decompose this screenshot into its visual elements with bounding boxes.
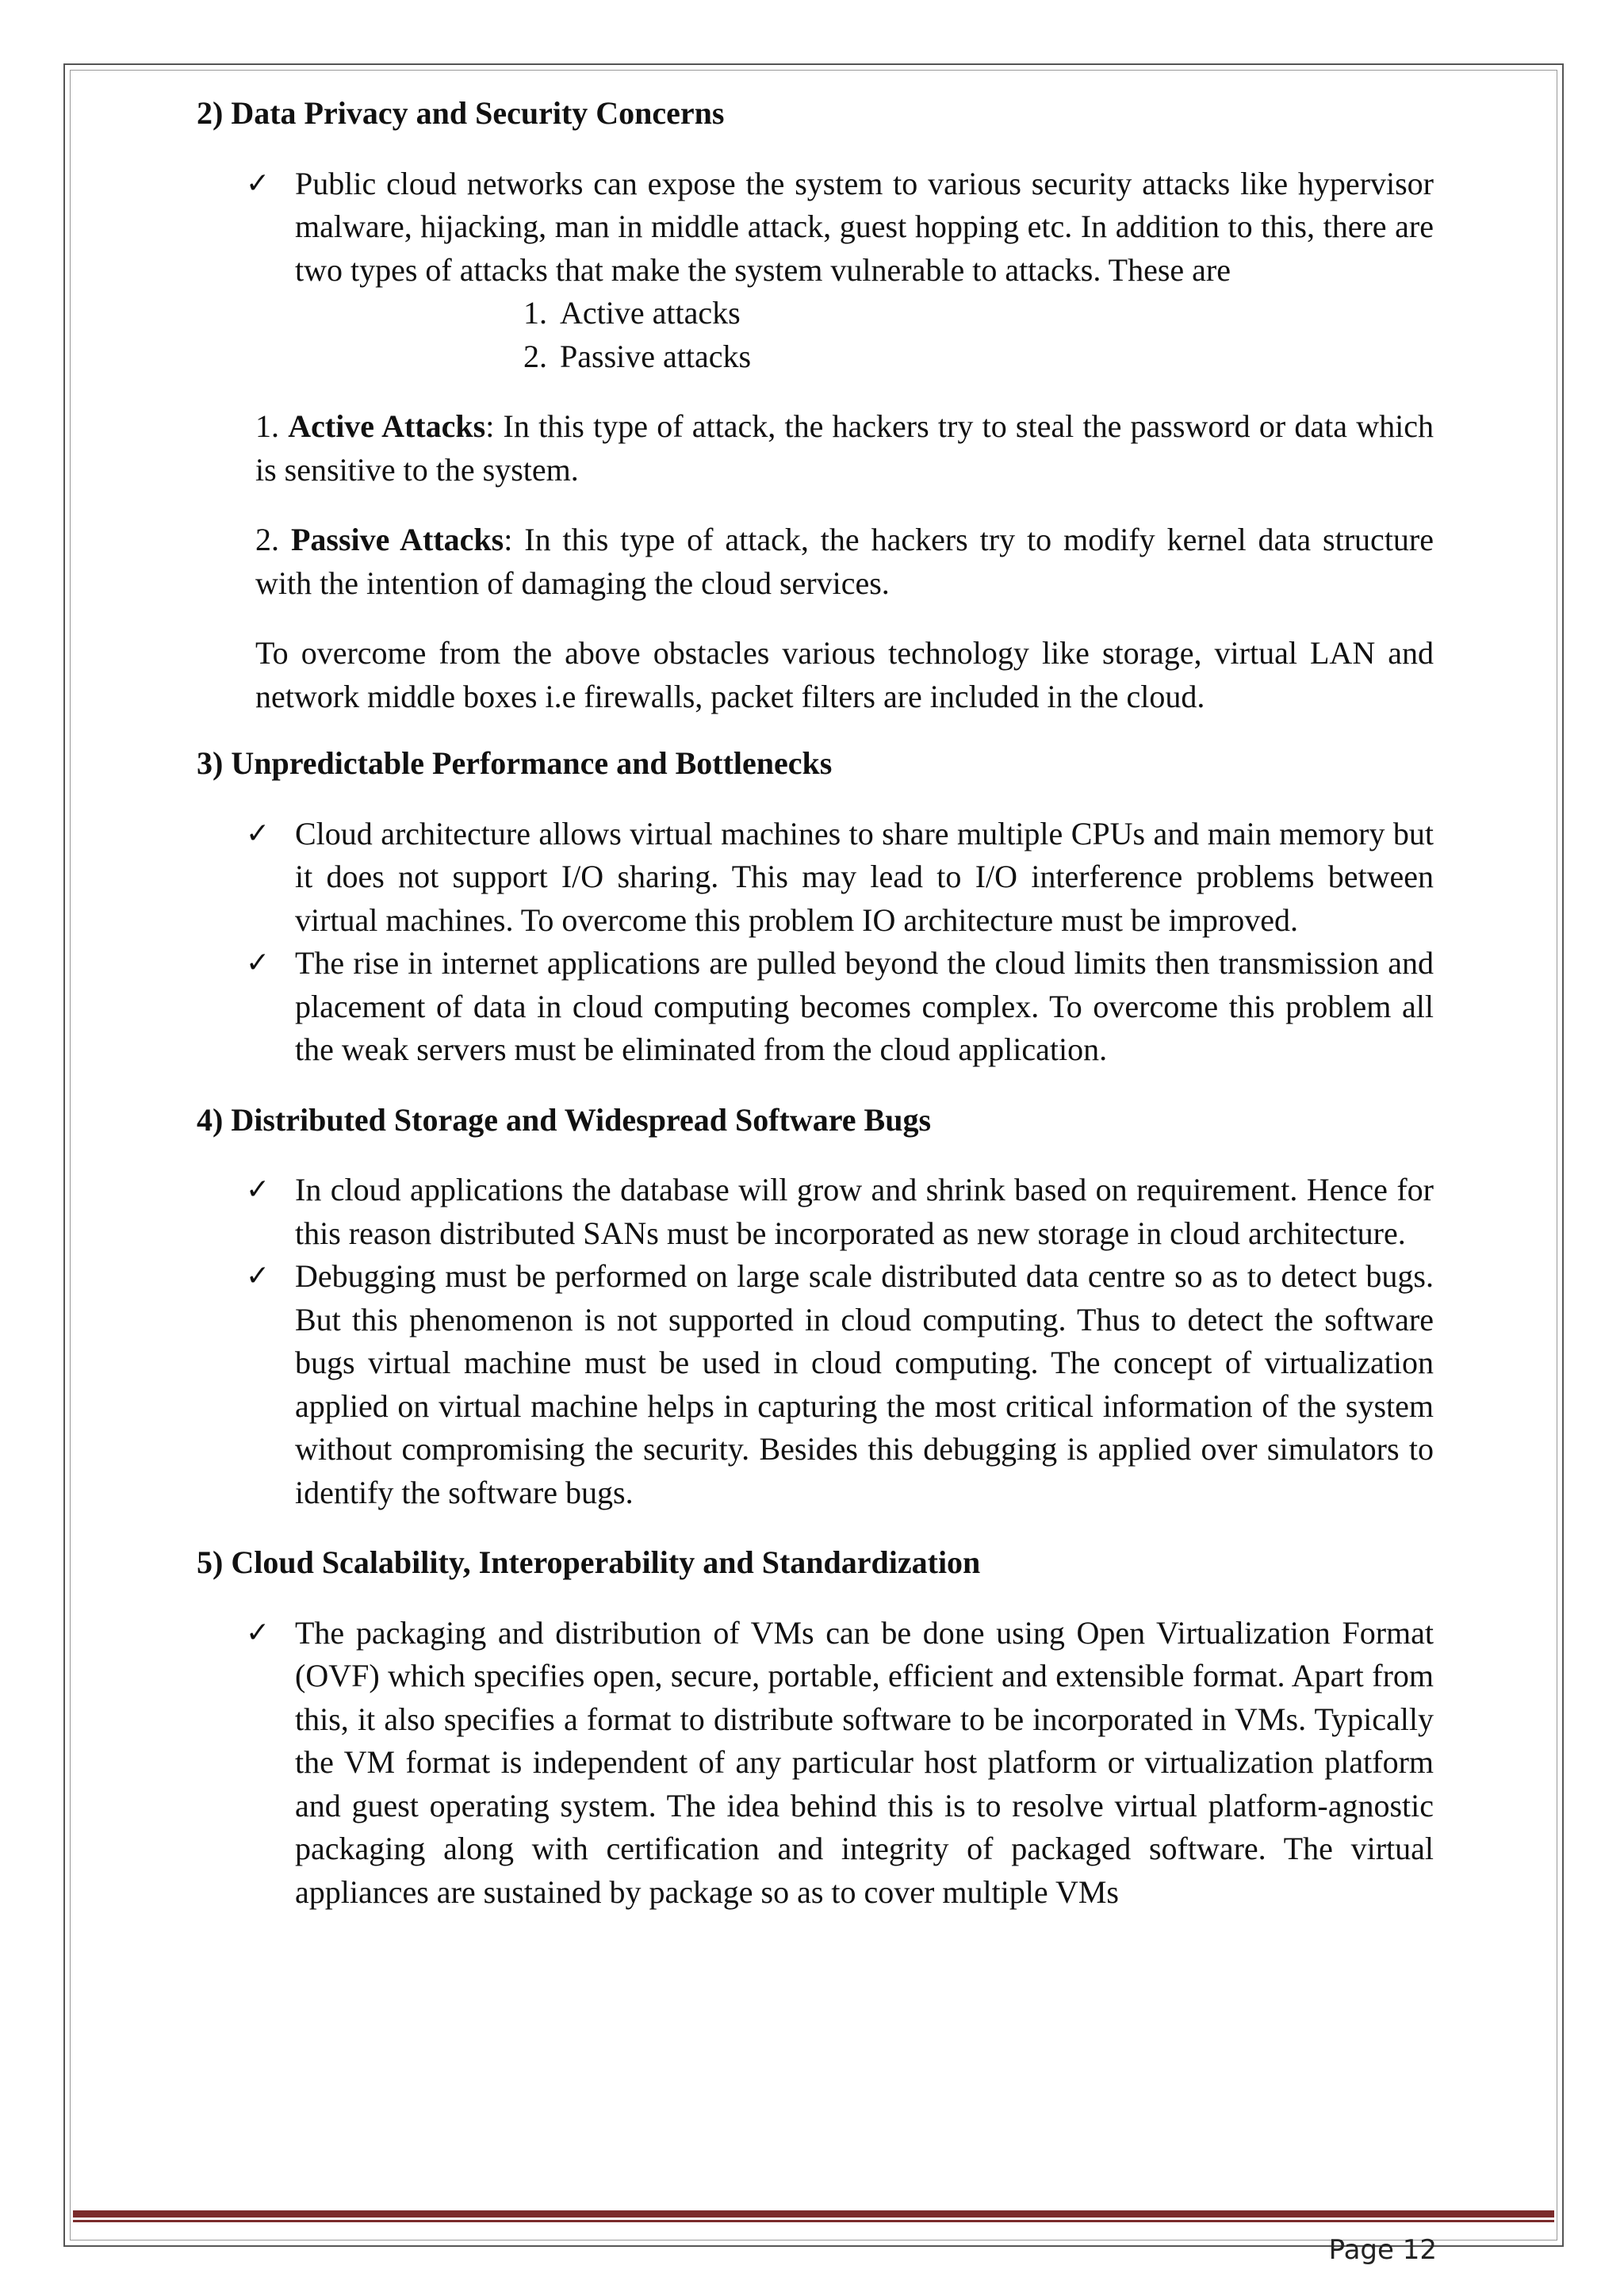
section-distributed-storage [197,1099,1434,1515]
bullet-item: ✓ In cloud applications the database will grow and shrink based on requirement. Hence for this reason distributed SANs must be incorporated as new storage in cloud architecture. [197,1169,1434,1255]
section-heading: 5) Cloud Scalability, Interoperability and Standardization [197,1544,981,1580]
page-number: Page 12 [1328,2234,1437,2266]
section-cloud-scalability [197,1541,1434,1914]
bullet-list [197,1169,1434,1514]
checkmark-icon: ✓ [246,817,270,850]
attack-types-list [197,292,1434,378]
checkmark-icon: ✓ [246,1616,270,1649]
bullet-item: ✓ Cloud architecture allows virtual machines to share multiple CPUs and main memory but it does not support I/O sharing. This may lead to I/O interference problems between virtual machines. To overcome this problem IO architecture must be improved. [197,813,1434,943]
document-body [197,92,1434,1941]
checkmark-icon: ✓ [246,166,270,200]
bullet-list [197,1612,1434,1915]
paragraph-passive-attacks: 2. Passive Attacks: In this type of attack, the hackers try to modify kernel data structure with the intention of damaging the cloud services. [255,522,1434,601]
section-heading: 2) Data Privacy and Security Concerns [197,95,725,131]
footer-rule-thin [73,2220,1554,2222]
list-item: 2. Passive attacks [523,338,752,374]
bullet-list [197,163,1434,293]
bullet-list [197,813,1434,1072]
paragraph-overcome: To overcome from the above obstacles various technology like storage, virtual LAN and network middle boxes i.e firewalls, packet filters are included in the cloud. [255,635,1434,714]
section-unpredictable-performance [197,742,1434,1072]
bullet-item: ✓ The rise in internet applications are pulled beyond the cloud limits then transmission and placement of data in cloud computing becomes complex. To overcome this problem all the weak servers must be eliminated from the cloud application. [197,942,1434,1072]
section-data-privacy [197,92,1434,718]
bullet-item: ✓ Public cloud networks can expose the system to various security attacks like hypervisor malware, hijacking, man in middle attack, guest hopping etc. In addition to this, there are two types of attacks that make the system vulnerable to attacks. These are [197,163,1434,293]
bullet-item: ✓ The packaging and distribution of VMs can be done using Open Virtualization Format (OVF) which specifies open, secure, portable, efficient and extensible format. Apart from this, it also specifies a format to distribute software to be incorporated in VMs. Typically the VM format is independent of any particular host platform or virtualization platform and guest operating system. The idea behind this is to resolve virtual platform-agnostic packaging along with certification and integrity of packaged software. The virtual appliances are sustained by package so as to cover multiple VMs [197,1612,1434,1915]
checkmark-icon: ✓ [246,947,270,979]
bullet-item: ✓ Debugging must be performed on large scale distributed data centre so as to detect bugs. But this phenomenon is not supported in cloud computing. Thus to detect the software bugs virtual machine must be used in cloud computing. The concept of virtualization applied on virtual machine helps in capturing the most critical information of the system without compromising the security. Besides this debugging is applied over simulators to identify the software bugs. [197,1255,1434,1514]
section-heading: 3) Unpredictable Performance and Bottlenecks [197,745,833,781]
section-heading: 4) Distributed Storage and Widespread Software Bugs [197,1101,932,1138]
list-item: 1. Active attacks [523,295,741,331]
paragraph-active-attacks: 1. Active Attacks: In this type of attack, the hackers try to steal the password or data which is sensitive to the system. [255,408,1434,488]
footer-rule-thick [73,2210,1554,2218]
checkmark-icon: ✓ [246,1260,270,1292]
checkmark-icon: ✓ [246,1173,270,1206]
